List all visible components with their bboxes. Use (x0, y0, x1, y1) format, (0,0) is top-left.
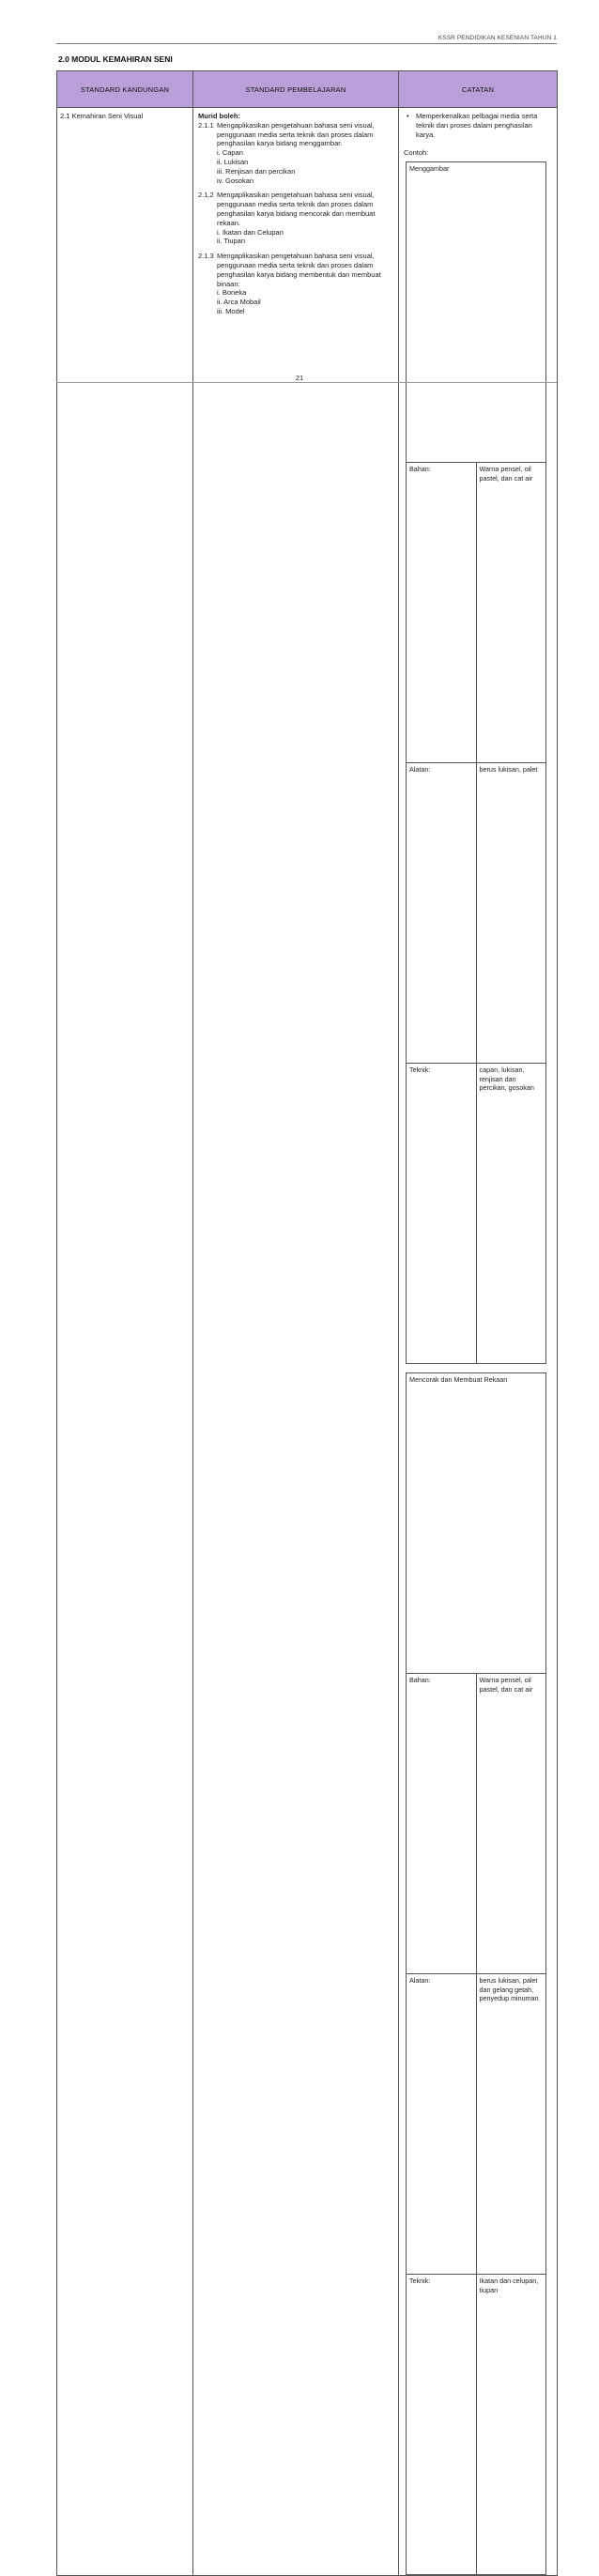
header-rule (56, 43, 557, 44)
learning-item (198, 252, 394, 316)
learning-standard-cell (193, 108, 399, 2576)
learning-subitem: iii. Renjisan dan percikan (217, 166, 296, 176)
learning-item-text: Mengaplikasikan pengetahuan bahasa seni visual, penggunaan media serta teknik dan proses dalam penghasilan karya bidang membentuk dan membuat binaan: (217, 252, 381, 288)
content-standard-cell (57, 108, 193, 2576)
column-header-notes: CATATAN (399, 71, 558, 108)
example-value: Warna pensel, oil pastel, dan cat air (476, 1674, 546, 1974)
table-header-row (57, 71, 558, 108)
table-row (57, 108, 558, 2576)
example-label: Bahan: (407, 1674, 477, 1974)
bullet-icon: • (407, 112, 409, 120)
learning-item-text: Mengaplikasikan pengetahuan bahasa seni visual, penggunaan media serta teknik dan proses dalam penghasilan karya bidang mencorak dan membuat rekaan. (217, 191, 376, 227)
example-value: berus lukisan, palet dan gelang getah, penyedup minuman (476, 1974, 546, 2275)
learning-subitem: ii. Tiupan (217, 237, 246, 246)
content-standard-text: 2.1 Kemahiran Seni Visual (60, 112, 144, 120)
curriculum-table (56, 70, 558, 2576)
example-heading: Contoh: (404, 148, 429, 158)
example-table-mencorak (406, 1372, 546, 2575)
example-value: capan, lukisan, renjisan dan percikan, gosokan (476, 1064, 546, 1364)
learning-subitem: i. Boneka (217, 288, 247, 298)
column-header-content-standard: STANDARD KANDUNGAN (57, 71, 193, 108)
example-label: Alatan: (407, 763, 477, 1064)
learning-item-number: 2.1.1 (198, 120, 214, 130)
learning-item-number: 2.1.3 (198, 252, 214, 261)
learning-item (198, 121, 394, 186)
example-value: Warna pensel, oil pastel, dan cat air (476, 463, 546, 763)
example-label: Teknik: (407, 1064, 477, 1364)
example-label: Alatan: (407, 1974, 477, 2275)
learning-subitem: iii. Model (217, 306, 245, 315)
learning-item (198, 191, 394, 246)
notes-bullet-text: Memperkenalkan pelbagai media serta teknik dan proses dalam penghasilan karya. (416, 112, 538, 139)
learning-subitem: ii. Lukisan (217, 157, 249, 166)
learning-item-text: Mengaplikasikan pengetahuan bahasa seni visual, penggunaan media serta teknik dan proses dalam penghasilan karya bidang menggambar. (217, 120, 375, 148)
column-header-learning-standard: STANDARD PEMBELAJARAN (193, 71, 399, 108)
example-label: Bahan: (407, 463, 477, 763)
example-value: berus lukisan, palet (476, 763, 546, 1064)
example-title: Mencorak dan Membuat Rekaan (407, 1373, 546, 1674)
example-value: Ikatan dan celupan, tiupan (476, 2275, 546, 2575)
notes-cell (399, 108, 558, 2576)
notes-bullet (407, 112, 553, 139)
learning-subitem: ii. Arca Mobail (217, 298, 261, 307)
learning-item-number: 2.1.2 (198, 191, 214, 200)
page-number: 21 (295, 374, 304, 382)
learning-subitem: i. Ikatan dan Celupan (217, 227, 284, 237)
learning-intro: Murid boleh: (198, 112, 240, 120)
example-table-menggambar (406, 161, 546, 1364)
example-label: Teknik: (407, 2275, 477, 2575)
section-title: 2.0 MODUL KEMAHIRAN SENI (58, 54, 173, 64)
learning-subitem: i. Capan (217, 148, 243, 158)
example-title: Menggambar (407, 162, 546, 463)
learning-subitem: iv. Gosokan (217, 176, 254, 185)
footer-rule (56, 382, 557, 383)
running-header: KSSR PENDIDIKAN KESENIAN TAHUN 1 (438, 35, 557, 41)
